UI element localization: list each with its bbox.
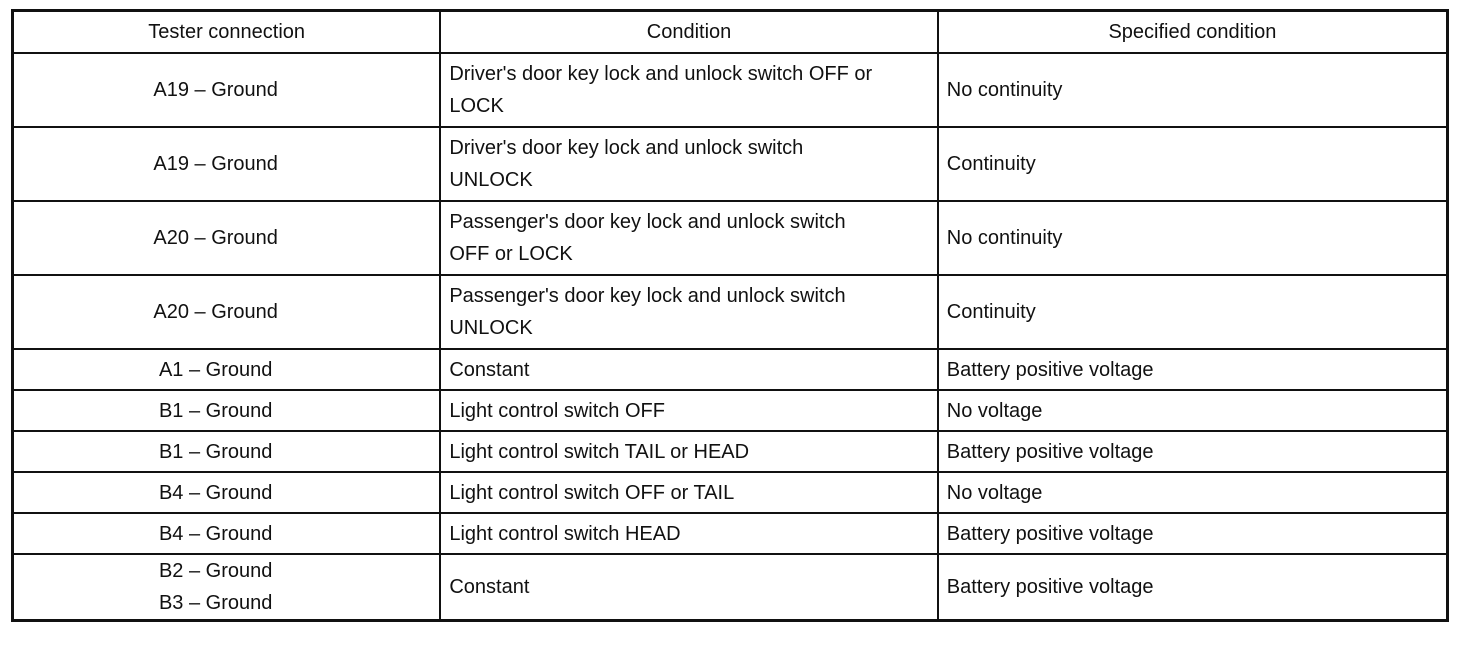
condition-cell <box>440 431 937 472</box>
tester-connection-cell <box>13 127 441 201</box>
specified-condition-cell: No continuity <box>938 53 1448 127</box>
condition-cell <box>440 275 937 349</box>
condition-cell <box>440 554 937 621</box>
condition-cell <box>440 513 937 554</box>
header-tester-connection: Tester connection <box>13 11 441 54</box>
tester-connection-text: B4 – Ground <box>158 522 273 545</box>
tester-connection-text: B4 – Ground <box>158 481 273 504</box>
condition-cell <box>440 472 937 513</box>
tester-connection-cell <box>13 554 441 621</box>
condition-text: UNLOCK <box>449 169 533 191</box>
condition-text: Driver's door key lock and unlock switch OFF or <box>449 63 873 85</box>
condition-text: UNLOCK <box>449 317 533 339</box>
table-header-row <box>13 11 1448 54</box>
header-specified-condition: Specified condition <box>938 11 1448 54</box>
tester-connection-text: B1 – Ground <box>158 399 273 422</box>
table-row <box>13 554 1448 621</box>
condition-text: Light control switch OFF <box>449 399 665 422</box>
specified-condition-cell: No voltage <box>938 472 1448 513</box>
specified-condition-cell: Continuity <box>938 275 1448 349</box>
specified-condition-cell: Battery positive voltage <box>938 349 1448 390</box>
condition-text: LOCK <box>449 95 504 117</box>
tester-connection-text: B2 – Ground <box>158 560 273 582</box>
condition-text: Light control switch TAIL or HEAD <box>449 440 750 463</box>
header-condition: Condition <box>440 11 937 54</box>
condition-cell <box>440 53 937 127</box>
tester-connection-text: A19 – Ground <box>153 153 278 175</box>
specified-condition-cell: No continuity <box>938 201 1448 275</box>
table-row <box>13 431 1448 472</box>
condition-text: Constant <box>449 358 530 381</box>
table-row <box>13 472 1448 513</box>
condition-text: Driver's door key lock and unlock switch <box>449 137 804 159</box>
condition-text: Light control switch HEAD <box>449 522 681 545</box>
condition-cell <box>440 201 937 275</box>
table-row <box>13 201 1448 275</box>
table-row <box>13 127 1448 201</box>
tester-connection-table <box>11 9 1449 622</box>
tester-connection-cell <box>13 53 441 127</box>
condition-cell <box>440 127 937 201</box>
tester-connection-cell <box>13 275 441 349</box>
specified-condition-cell: Battery positive voltage <box>938 554 1448 621</box>
tester-connection-cell <box>13 431 441 472</box>
tester-connection-cell <box>13 390 441 431</box>
tester-connection-text: A20 – Ground <box>153 301 278 323</box>
condition-text: Passenger's door key lock and unlock switch <box>449 285 846 307</box>
condition-cell <box>440 349 937 390</box>
tester-connection-text: A19 – Ground <box>153 79 278 101</box>
condition-text: OFF or LOCK <box>449 243 573 265</box>
specified-condition-cell: Continuity <box>938 127 1448 201</box>
table-row <box>13 275 1448 349</box>
condition-text: Passenger's door key lock and unlock switch <box>449 211 846 233</box>
specified-condition-cell: Battery positive voltage <box>938 513 1448 554</box>
tester-connection-text: A1 – Ground <box>158 358 273 381</box>
table-row <box>13 53 1448 127</box>
table-row <box>13 513 1448 554</box>
tester-connection-cell <box>13 349 441 390</box>
tester-connection-cell <box>13 472 441 513</box>
condition-cell <box>440 390 937 431</box>
condition-text: Light control switch OFF or TAIL <box>449 481 735 504</box>
table-row <box>13 390 1448 431</box>
tester-connection-cell <box>13 513 441 554</box>
tester-connection-text: A20 – Ground <box>153 227 278 249</box>
specified-condition-cell: No voltage <box>938 390 1448 431</box>
specified-condition-cell: Battery positive voltage <box>938 431 1448 472</box>
tester-connection-text: B3 – Ground <box>158 592 273 614</box>
table-row <box>13 349 1448 390</box>
condition-text: Constant <box>449 576 530 598</box>
tester-connection-text: B1 – Ground <box>158 440 273 463</box>
tester-connection-cell <box>13 201 441 275</box>
